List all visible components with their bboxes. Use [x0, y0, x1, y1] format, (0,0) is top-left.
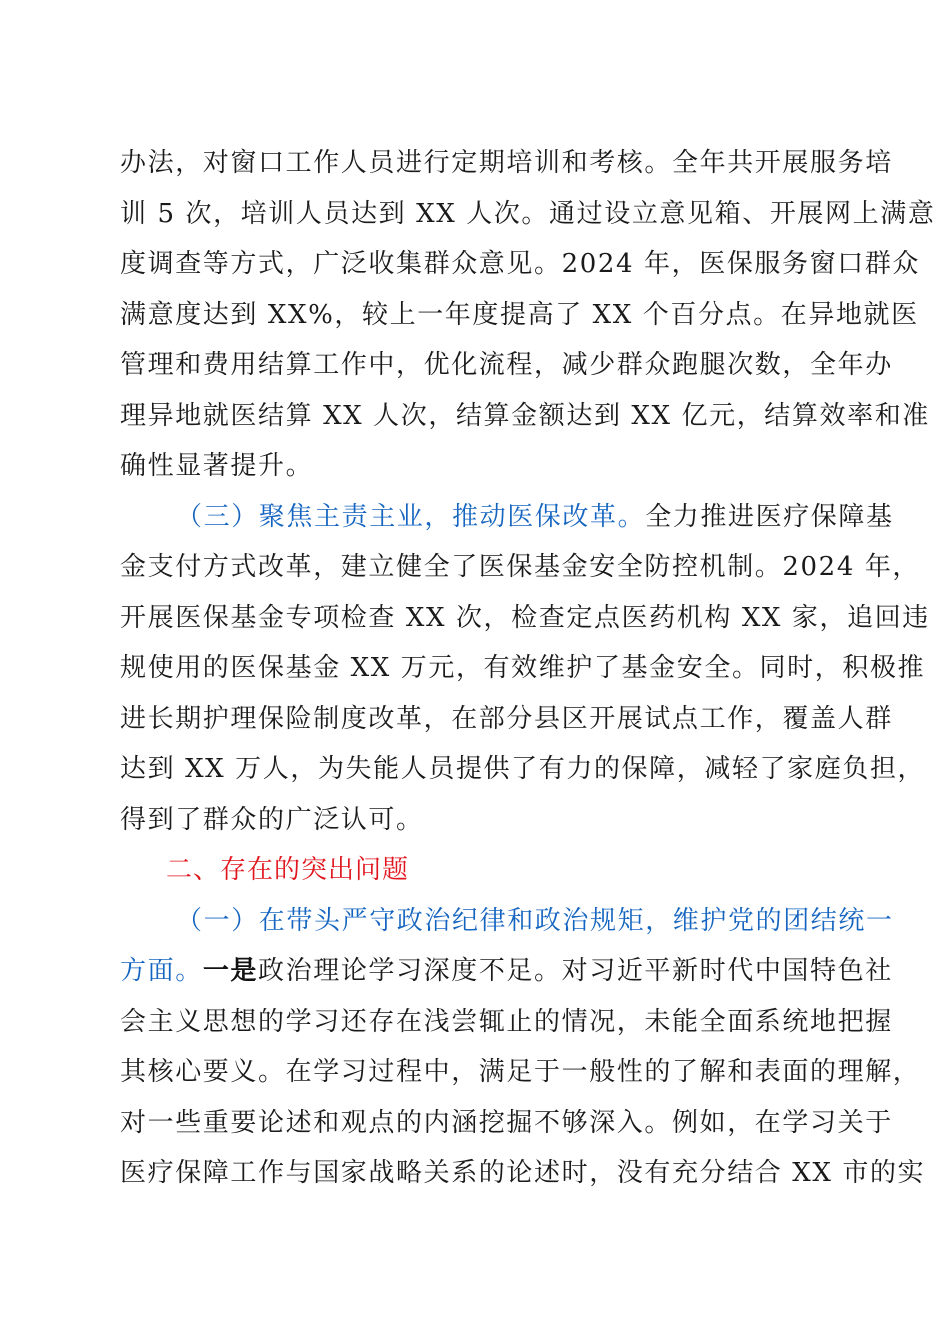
paragraph-window-service: [120, 138, 936, 492]
text-line: 得到了群众的广泛认可。: [120, 804, 424, 835]
text-line: 会主义思想的学习还存在浅尝辄止的情况，未能全面系统地把握: [120, 1006, 893, 1037]
text-line: 其核心要义。在学习过程中，满足于一般性的了解和表面的理解，: [120, 1057, 921, 1087]
text-line: 满意度达到 XX%，较上一年度提高了 XX 个百分点。在异地就医: [120, 299, 919, 330]
text-line: [120, 946, 893, 997]
text-line: 开展医保基金专项检查 XX 次，检查定点医药机构 XX 家，追回违: [120, 602, 930, 633]
text-line: 度调查等方式，广泛收集群众意见。2024 年，医保服务窗口群众: [120, 249, 921, 279]
text-line: [120, 492, 894, 543]
subheading-3: （三）聚焦主责主业，推动医保改革。: [176, 501, 646, 532]
text-line: 医疗保障工作与国家战略关系的论述时，没有充分结合 XX 市的实: [120, 1158, 926, 1188]
document-page: [120, 138, 936, 1199]
text-run: 全力推进医疗保障基: [645, 501, 894, 532]
text-line: 对一些重要论述和观点的内涵挖掘不够深入。例如，在学习关于: [120, 1107, 893, 1138]
text-line: 办法，对窗口工作人员进行定期培训和考核。全年共开展服务培: [120, 148, 893, 178]
bold-lead: 一是: [202, 956, 259, 986]
text-line: 训 5 次，培训人员达到 XX 人次。通过设立意见箱、开展网上满意: [120, 198, 936, 229]
subheading-1: （一）在带头严守政治纪律和政治规矩，维护党的团结统一: [176, 905, 894, 936]
text-line: 金支付方式改革，建立健全了医保基金安全防控机制。2024 年，: [120, 552, 921, 582]
text-run: 政治理论学习深度不足。对习近平新时代中国特色社: [258, 956, 893, 986]
text-line: 达到 XX 万人，为失能人员提供了有力的保障，减轻了家庭负担，: [120, 754, 926, 784]
subheading-1-end: 方面。: [120, 956, 203, 986]
paragraph-medical-reform: [120, 492, 930, 846]
text-line: 进长期护理保险制度改革，在部分县区开展试点工作，覆盖人群: [120, 703, 893, 734]
text-line: 规使用的医保基金 XX 万元，有效维护了基金安全。同时，积极推: [120, 653, 926, 683]
text-line: 理异地就医结算 XX 人次，结算金额达到 XX 亿元，结算效率和准: [120, 400, 930, 431]
text-line: 确性显著提升。: [120, 451, 314, 481]
section-title: 二、存在的突出问题: [166, 855, 410, 885]
paragraph-political-discipline: [120, 896, 926, 1199]
text-line: 管理和费用结算工作中，优化流程，减少群众跑腿次数，全年办: [120, 350, 893, 380]
